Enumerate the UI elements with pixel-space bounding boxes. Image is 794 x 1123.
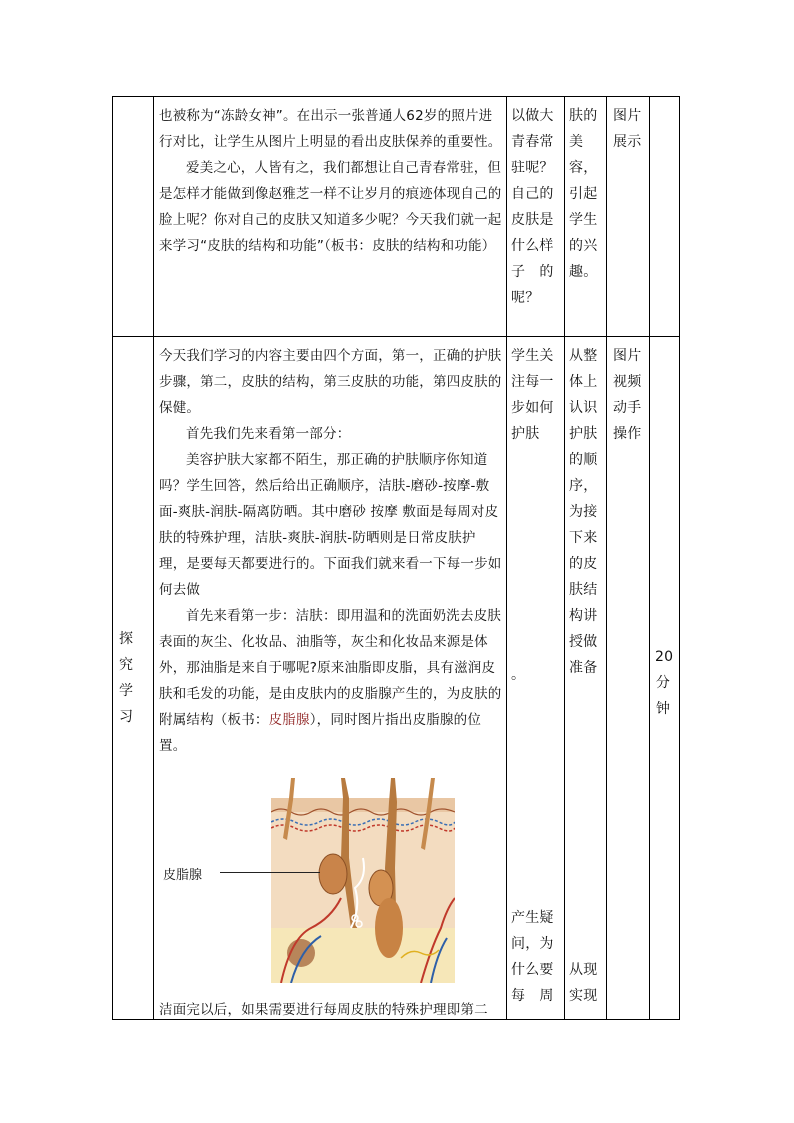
row1-paragraph: 也被称为“冻龄女神”。在出示一张普通人62岁的照片进行对比，让学生从图片上明显的看出皮肤保养的重要性。 bbox=[159, 108, 502, 150]
col-line bbox=[679, 96, 680, 1020]
row1-content bbox=[159, 103, 502, 259]
skin-structure-figure bbox=[271, 778, 455, 983]
label-leader-line bbox=[220, 872, 320, 873]
row2-paragraph: 首先我们先来看第一部分： bbox=[186, 426, 351, 442]
board-note: 皮脂腺 bbox=[268, 712, 310, 728]
skin-cross-section-image bbox=[271, 778, 455, 983]
row1-student-activity: 以做大青春常驻呢？自己的皮肤是什么样子 的呢？ bbox=[511, 108, 554, 306]
row2-paragraph: 今天我们学习的内容主要由四个方面，第一，正确的护肤步骤，第二，皮肤的结构，第三皮肤的功能，第四皮肤的保健。 bbox=[159, 348, 502, 416]
row1-design-intent: 肤的美容，引起学生的兴趣。 bbox=[569, 108, 598, 280]
row2-time: 20分钟 bbox=[655, 649, 674, 717]
row1-paragraph: 爱美之心，人皆有之，我们都想让自己青春常驻，但是怎样才能做到像赵雅芝一样不让岁月的痕迹体现自己的脸上呢？你对自己的皮肤又知道多少呢？今天我们就一起来学习“皮肤的结构和功能”（板书：皮肤的结构和功能） bbox=[159, 160, 502, 254]
text-run: 首先来看第一步：洁肤：即用温和的洗面奶洗去皮肤表面的灰尘、化妆品、油脂等，灰尘和化妆品来源是体外，那油脂是来自于哪呢?原来油脂即皮脂，具有滋润皮肤和毛发的功能，是由皮肤内的皮脂腺产生的，为皮肤的附属结构（板书： bbox=[159, 608, 502, 728]
row2-content bbox=[159, 343, 502, 759]
row2-last-line: 洁面完以后，如果需要进行每周皮肤的特殊护理即第二 bbox=[159, 1002, 488, 1018]
stage-label: 探究学习 bbox=[119, 631, 133, 725]
row1-method: 图片展示 bbox=[613, 108, 642, 150]
col-line bbox=[649, 96, 650, 1020]
col-line bbox=[506, 96, 507, 1020]
col-line bbox=[564, 96, 565, 1020]
row2-student-note: 。 bbox=[511, 667, 526, 683]
col-line bbox=[153, 96, 154, 1020]
row2-design-intent-cont: 从现实现 bbox=[569, 962, 598, 1004]
row-divider bbox=[112, 336, 680, 337]
row2-method: 图片视频动手操作 bbox=[613, 348, 642, 442]
row2-paragraph: 美容护肤大家都不陌生，那正确的护肤顺序你知道吗？学生回答，然后给出正确顺序，洁肤-磨砂-按摩-敷面-爽肤-润肤-隔离防晒。其中磨砂 按摩 敷面是每周对皮肤的特殊护理，洁肤-爽肤-润肤-防晒则是日常皮肤护理，是要每天都要进行的。下面我们就来看一下每一步如何去做 bbox=[159, 452, 502, 598]
text-run: ），同时图片指出皮脂腺的位置。 bbox=[159, 712, 482, 754]
row2-student-activity: 学生关注每一步如何护肤 bbox=[511, 348, 554, 442]
table-border-top bbox=[112, 96, 680, 97]
col-line bbox=[112, 96, 113, 1020]
col-line bbox=[606, 96, 607, 1020]
figure-label: 皮脂腺 bbox=[163, 868, 203, 883]
row2-design-intent: 从整体上认识护肤的顺序，为接下来的皮肤结构讲授做准备 bbox=[569, 348, 598, 676]
row2-paragraph bbox=[159, 603, 502, 759]
row2-student-question: 产生疑问，为什么要每 周 bbox=[511, 910, 554, 1004]
